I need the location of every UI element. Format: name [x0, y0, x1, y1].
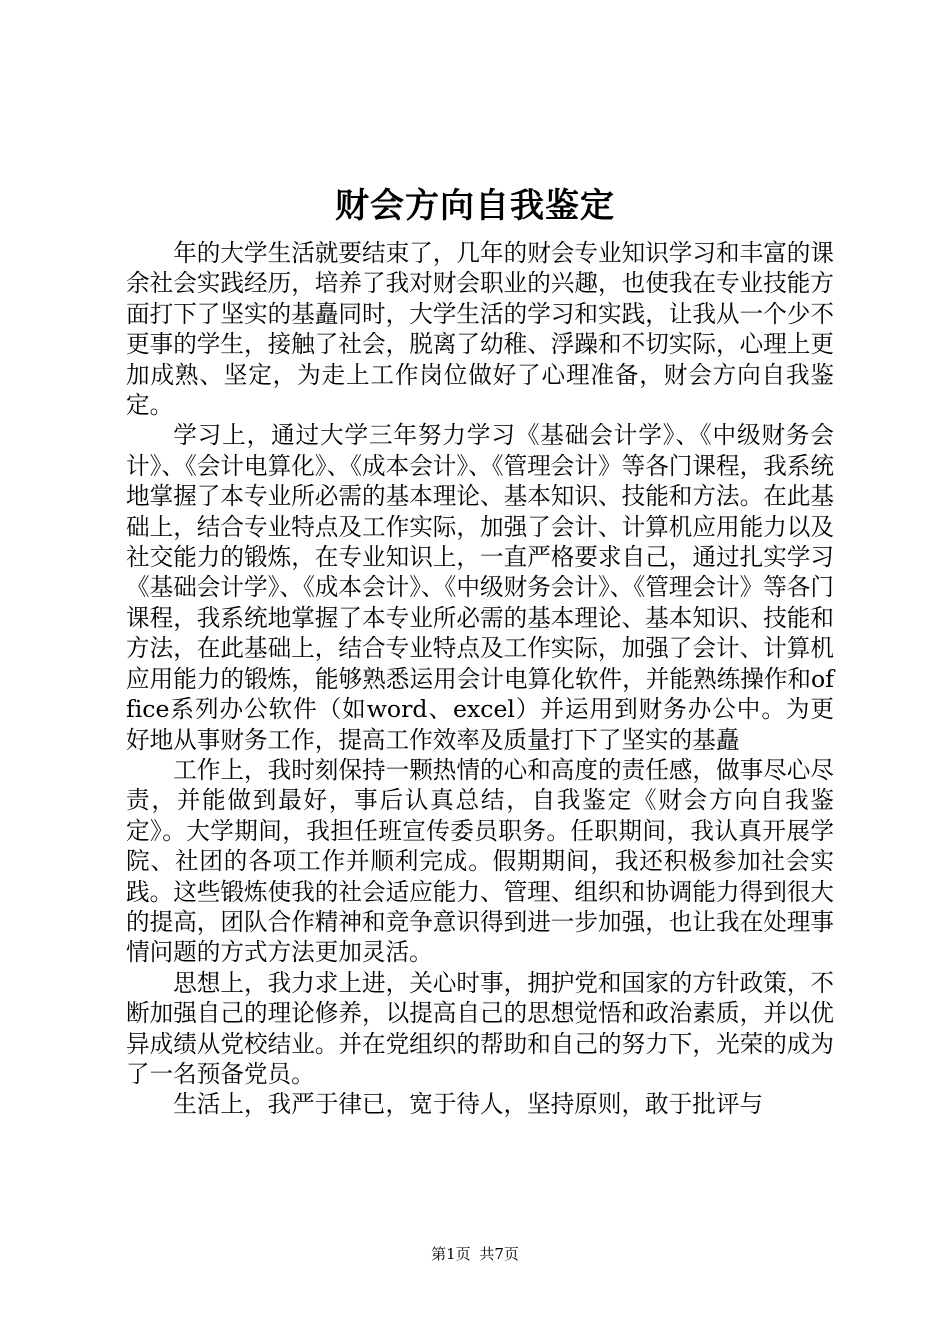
page-number: 第1页 [431, 1245, 471, 1263]
paragraph-study: 学习上，通过大学三年努力学习《基础会计学》、《中级财务会计》、《会计电算化》、《成本会计》、《管理会计》等各门课程，我系统地掌握了本专业所必需的基本理论、基本知识、技能和方法。在此基础上，结合专业特点及工作实际，加强了会计、计算机应用能力以及社交能力的锻炼，在专业知识上，一直严格要求自己，通过扎实学习《基础会计学》、《成本会计》、《中级财务会计》、《管理会计》等各门课程，我系统地掌握了本专业所必需的基本理论、基本知识、技能和方法，在此基础上，结合专业特点及工作实际，加强了会计、计算机应用能力的锻炼，能够熟悉运用会计电算化软件，并能熟练操作和office系列办公软件（如word、excel）并运用到财务办公中。为更好地从事财务工作，提高工作效率及质量打下了坚实的基矗 [126, 421, 834, 754]
paragraph-life: 生活上，我严于律已，宽于待人，坚持原则，敢于批评与 [173, 1090, 764, 1119]
page-total: 共7页 [479, 1245, 519, 1263]
document-body [126, 238, 834, 1120]
page-footer [0, 1244, 950, 1264]
paragraph-intro: 年的大学生活就要结束了，几年的财会专业知识学习和丰富的课余社会实践经历，培养了我对财会职业的兴趣，也使我在专业技能方面打下了坚实的基矗同时，大学生活的学习和实践，让我从一个少不更事的学生，接触了社会，脱离了幼稚、浮躁和不切实际，心理上更加成熟、坚定，为走上工作岗位做好了心理准备，财会方向自我鉴定。 [126, 239, 834, 420]
paragraph-work: 工作上，我时刻保持一颗热情的心和高度的责任感，做事尽心尽责，并能做到最好，事后认真总结，自我鉴定《财会方向自我鉴定》。大学期间，我担任班宣传委员职务。任职期间，我认真开展学院、社团的各项工作并顺利完成。假期期间，我还积极参加社会实践。这些锻炼使我的社会适应能力、管理、组织和协调能力得到很大的提高，团队合作精神和竞争意识得到进一步加强，也让我在处理事情问题的方式方法更加灵活。 [126, 755, 834, 967]
paragraph-thought: 思想上，我力求上进，关心时事，拥护党和国家的方针政策，不断加强自己的理论修养，以提高自己的思想觉悟和政治素质，并以优异成绩从党校结业。并在党组织的帮助和自己的努力下，光荣的成为了一名预备党员。 [126, 968, 834, 1088]
document-title: 财会方向自我鉴定 [335, 186, 615, 226]
